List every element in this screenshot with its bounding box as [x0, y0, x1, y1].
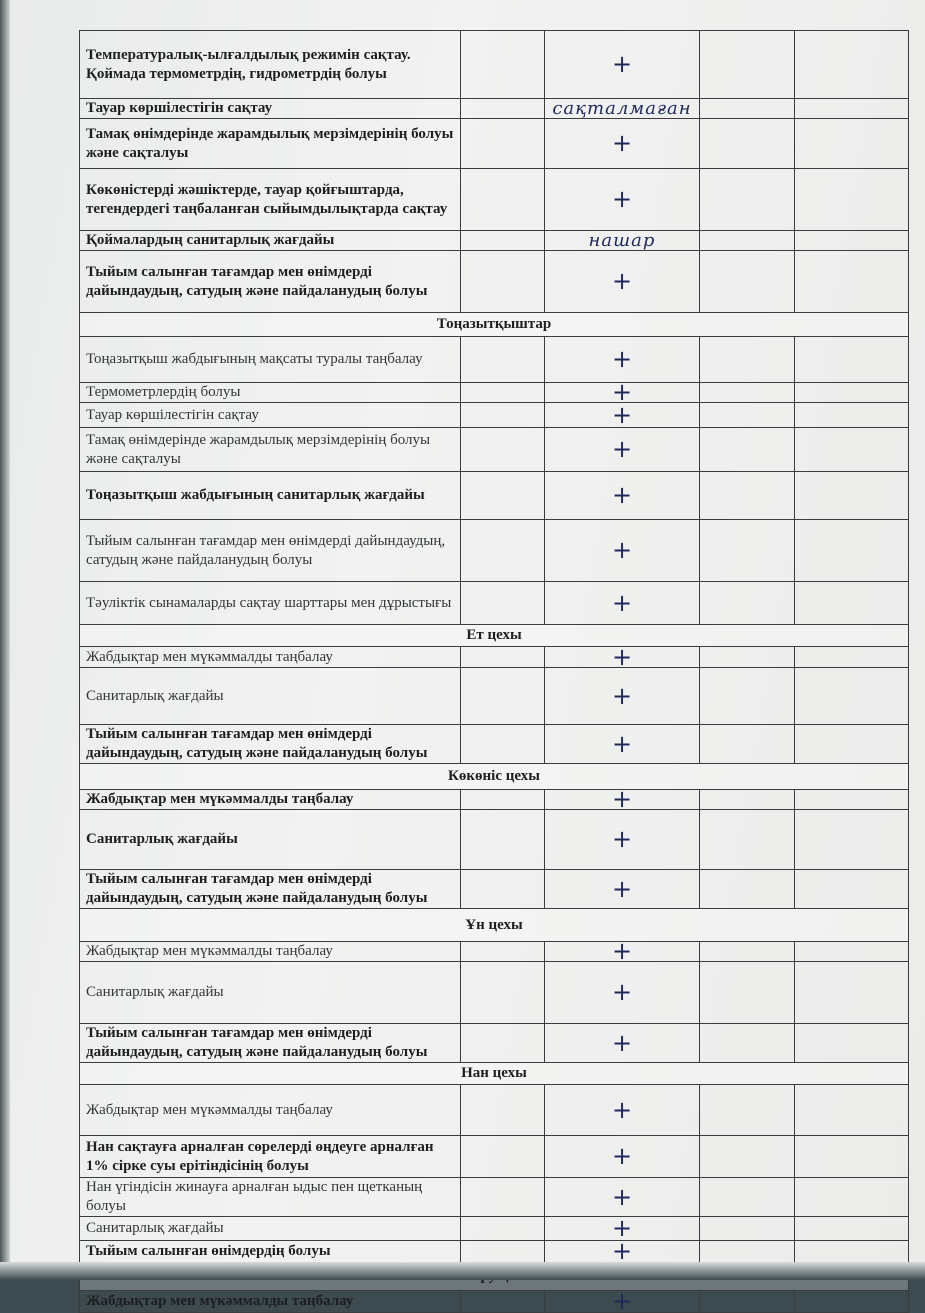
empty-cell [795, 169, 909, 231]
checklist-row [80, 119, 909, 169]
empty-cell [700, 1217, 795, 1241]
empty-cell [461, 169, 545, 231]
empty-cell [795, 1085, 909, 1136]
handwritten-check-mark: + [545, 119, 700, 169]
handwritten-check-mark: + [545, 668, 700, 725]
empty-cell [461, 1241, 545, 1263]
criterion-label: Санитарлық жағдайы [80, 1217, 461, 1241]
empty-cell [461, 403, 545, 428]
empty-cell [461, 337, 545, 383]
criterion-label: Тыйым салынған тағамдар мен өнімдерді дайындаудың, сатудың және пайдаланудың болуы [80, 1024, 461, 1063]
empty-cell [461, 582, 545, 625]
empty-cell [700, 647, 795, 668]
checklist-row [80, 1136, 909, 1178]
empty-cell [461, 962, 545, 1024]
empty-cell [795, 1217, 909, 1241]
handwritten-check-mark: + [545, 1241, 700, 1263]
empty-cell [461, 790, 545, 810]
criterion-label: Температуралық-ылғалдылық режимін сақтау. Қоймада термометрдің, гидрометрдің болуы [80, 31, 461, 99]
criterion-label: Жабдықтар мен мүкәммалды таңбалау [80, 790, 461, 810]
empty-cell [700, 810, 795, 870]
empty-cell [795, 1241, 909, 1263]
empty-cell [461, 810, 545, 870]
handwritten-check-mark: + [545, 870, 700, 909]
section-header-row [80, 625, 909, 647]
handwritten-note: нашар [545, 231, 700, 251]
handwritten-check-mark: + [545, 383, 700, 403]
checklist-row [80, 403, 909, 428]
empty-cell [700, 31, 795, 99]
empty-cell [795, 231, 909, 251]
handwritten-check-mark: + [545, 582, 700, 625]
handwritten-check-mark: + [545, 1178, 700, 1217]
empty-cell [461, 472, 545, 520]
empty-cell [700, 520, 795, 582]
criterion-label: Жабдықтар мен мүкәммалды таңбалау [80, 1291, 461, 1313]
empty-cell [795, 337, 909, 383]
checklist-row [80, 1241, 909, 1263]
handwritten-check-mark: + [545, 337, 700, 383]
checklist-row [80, 520, 909, 582]
empty-cell [461, 428, 545, 472]
empty-cell [795, 31, 909, 99]
handwritten-check-mark: + [545, 647, 700, 668]
empty-cell [461, 99, 545, 119]
criterion-label: Санитарлық жағдайы [80, 668, 461, 725]
empty-cell [461, 870, 545, 909]
section-title: Ет цехы [80, 625, 909, 647]
empty-cell [700, 582, 795, 625]
empty-cell [700, 668, 795, 725]
checklist-body [80, 31, 909, 1313]
empty-cell [795, 1136, 909, 1178]
checklist-row [80, 383, 909, 403]
section-header-row [80, 313, 909, 337]
checklist-row [80, 582, 909, 625]
criterion-label: Тыйым салынған тағамдар мен өнімдерді дайындаудың, сатудың және пайдаланудың болуы [80, 725, 461, 764]
empty-cell [700, 790, 795, 810]
checklist-row [80, 1217, 909, 1241]
criterion-label: Тыйым салынған тағамдар мен өнімдерді дайындаудың, сатудың және пайдаланудың болуы [80, 251, 461, 313]
empty-cell [700, 725, 795, 764]
empty-cell [461, 1085, 545, 1136]
empty-cell [461, 1024, 545, 1063]
empty-cell [700, 251, 795, 313]
empty-cell [700, 119, 795, 169]
empty-cell [461, 119, 545, 169]
empty-cell [700, 169, 795, 231]
empty-cell [795, 119, 909, 169]
criterion-label: Тоңазытқыш жабдығының санитарлық жағдайы [80, 472, 461, 520]
handwritten-check-mark: + [545, 251, 700, 313]
paper-bottom-shadow [0, 1262, 925, 1280]
empty-cell [795, 870, 909, 909]
empty-cell [700, 1291, 795, 1313]
criterion-label: Нан сақтауға арналған сөрелерді өңдеуге арналған 1% сірке суы ерітіндісінің болуы [80, 1136, 461, 1178]
checklist-row [80, 428, 909, 472]
empty-cell [461, 725, 545, 764]
checklist-row [80, 231, 909, 251]
section-header-row [80, 909, 909, 942]
handwritten-check-mark: + [545, 1136, 700, 1178]
checklist-row [80, 647, 909, 668]
empty-cell [795, 383, 909, 403]
empty-cell [795, 582, 909, 625]
empty-cell [700, 383, 795, 403]
handwritten-check-mark: + [545, 810, 700, 870]
empty-cell [795, 668, 909, 725]
empty-cell [700, 962, 795, 1024]
section-title: Нан цехы [80, 1063, 909, 1085]
checklist-row [80, 1291, 909, 1313]
empty-cell [461, 1291, 545, 1313]
empty-cell [461, 1217, 545, 1241]
empty-cell [700, 403, 795, 428]
empty-cell [700, 1085, 795, 1136]
empty-cell [461, 647, 545, 668]
empty-cell [700, 472, 795, 520]
empty-cell [700, 1136, 795, 1178]
section-title: Ұн цехы [80, 909, 909, 942]
empty-cell [461, 231, 545, 251]
criterion-label: Тоңазытқыш жабдығының мақсаты туралы таңбалау [80, 337, 461, 383]
handwritten-check-mark: + [545, 1217, 700, 1241]
criterion-label: Тамақ өнімдерінде жарамдылық мерзімдерінің болуы және сақталуы [80, 119, 461, 169]
section-title: Көкөніс цехы [80, 764, 909, 790]
checklist-row [80, 810, 909, 870]
criterion-label: Жабдықтар мен мүкәммалды таңбалау [80, 942, 461, 962]
handwritten-check-mark: + [545, 428, 700, 472]
criterion-label: Жабдықтар мен мүкәммалды таңбалау [80, 647, 461, 668]
empty-cell [461, 1136, 545, 1178]
section-header-row [80, 1063, 909, 1085]
empty-cell [700, 1178, 795, 1217]
empty-cell [795, 472, 909, 520]
empty-cell [795, 1024, 909, 1063]
empty-cell [461, 251, 545, 313]
empty-cell [795, 520, 909, 582]
checklist-row [80, 337, 909, 383]
empty-cell [795, 790, 909, 810]
empty-cell [795, 1178, 909, 1217]
checklist-row [80, 1085, 909, 1136]
handwritten-check-mark: + [545, 725, 700, 764]
empty-cell [795, 428, 909, 472]
checklist-row [80, 1178, 909, 1217]
checklist-row [80, 942, 909, 962]
criterion-label: Тыйым салынған тағамдар мен өнімдерді дайындаудың, сатудың және пайдаланудың болуы [80, 870, 461, 909]
checklist-row [80, 31, 909, 99]
empty-cell [700, 1241, 795, 1263]
criterion-label: Термометрлердің болуы [80, 383, 461, 403]
handwritten-check-mark: + [545, 472, 700, 520]
empty-cell [700, 870, 795, 909]
empty-cell [795, 251, 909, 313]
handwritten-check-mark: + [545, 790, 700, 810]
empty-cell [795, 725, 909, 764]
empty-cell [795, 647, 909, 668]
handwritten-check-mark: + [545, 942, 700, 962]
empty-cell [795, 1291, 909, 1313]
criterion-label: Тауар көршілестігін сақтау [80, 99, 461, 119]
empty-cell [795, 99, 909, 119]
criterion-label: Тыйым салынған өнімдердің болуы [80, 1241, 461, 1263]
inspection-checklist-table [79, 30, 909, 1313]
checklist-row [80, 790, 909, 810]
empty-cell [461, 31, 545, 99]
empty-cell [700, 428, 795, 472]
criterion-label: Санитарлық жағдайы [80, 810, 461, 870]
empty-cell [461, 383, 545, 403]
criterion-label: Тәуліктік сынамаларды сақтау шарттары мен дұрыстығы [80, 582, 461, 625]
empty-cell [795, 962, 909, 1024]
section-title: Тоңазытқыштар [80, 313, 909, 337]
empty-cell [795, 403, 909, 428]
empty-cell [461, 520, 545, 582]
empty-cell [700, 99, 795, 119]
criterion-label: Көкөністерді жәшіктерде, тауар қойғыштарда, тегендердегі таңбаланған сыйымдылықтарда сақтау [80, 169, 461, 231]
criterion-label: Тамақ өнімдерінде жарамдылық мерзімдерінің болуы және сақталуы [80, 428, 461, 472]
handwritten-check-mark: + [545, 962, 700, 1024]
checklist-row [80, 472, 909, 520]
empty-cell [700, 942, 795, 962]
empty-cell [700, 231, 795, 251]
checklist-row [80, 251, 909, 313]
handwritten-note: сақталмаған [545, 99, 700, 119]
handwritten-check-mark: + [545, 1024, 700, 1063]
criterion-label: Тауар көршілестігін сақтау [80, 403, 461, 428]
empty-cell [461, 1178, 545, 1217]
checklist-row [80, 668, 909, 725]
criterion-label: Қоймалардың санитарлық жағдайы [80, 231, 461, 251]
checklist-row [80, 1024, 909, 1063]
criterion-label: Тыйым салынған тағамдар мен өнімдерді дайындаудың, сатудың және пайдаланудың болуы [80, 520, 461, 582]
empty-cell [795, 810, 909, 870]
handwritten-check-mark: + [545, 31, 700, 99]
empty-cell [795, 942, 909, 962]
criterion-label: Нан үгіндісін жинауға арналған ыдыс пен щетканың болуы [80, 1178, 461, 1217]
checklist-row [80, 725, 909, 764]
empty-cell [461, 942, 545, 962]
empty-cell [461, 668, 545, 725]
criterion-label: Санитарлық жағдайы [80, 962, 461, 1024]
criterion-label: Жабдықтар мен мүкәммалды таңбалау [80, 1085, 461, 1136]
empty-cell [700, 337, 795, 383]
checklist-row [80, 870, 909, 909]
handwritten-check-mark: + [545, 520, 700, 582]
checklist-row [80, 99, 909, 119]
handwritten-check-mark: + [545, 403, 700, 428]
section-header-row [80, 764, 909, 790]
handwritten-check-mark: + [545, 1085, 700, 1136]
paper-shadow-edge [0, 0, 10, 1280]
checklist-row [80, 962, 909, 1024]
handwritten-check-mark: + [545, 1291, 700, 1313]
handwritten-check-mark: + [545, 169, 700, 231]
checklist-row [80, 169, 909, 231]
empty-cell [700, 1024, 795, 1063]
